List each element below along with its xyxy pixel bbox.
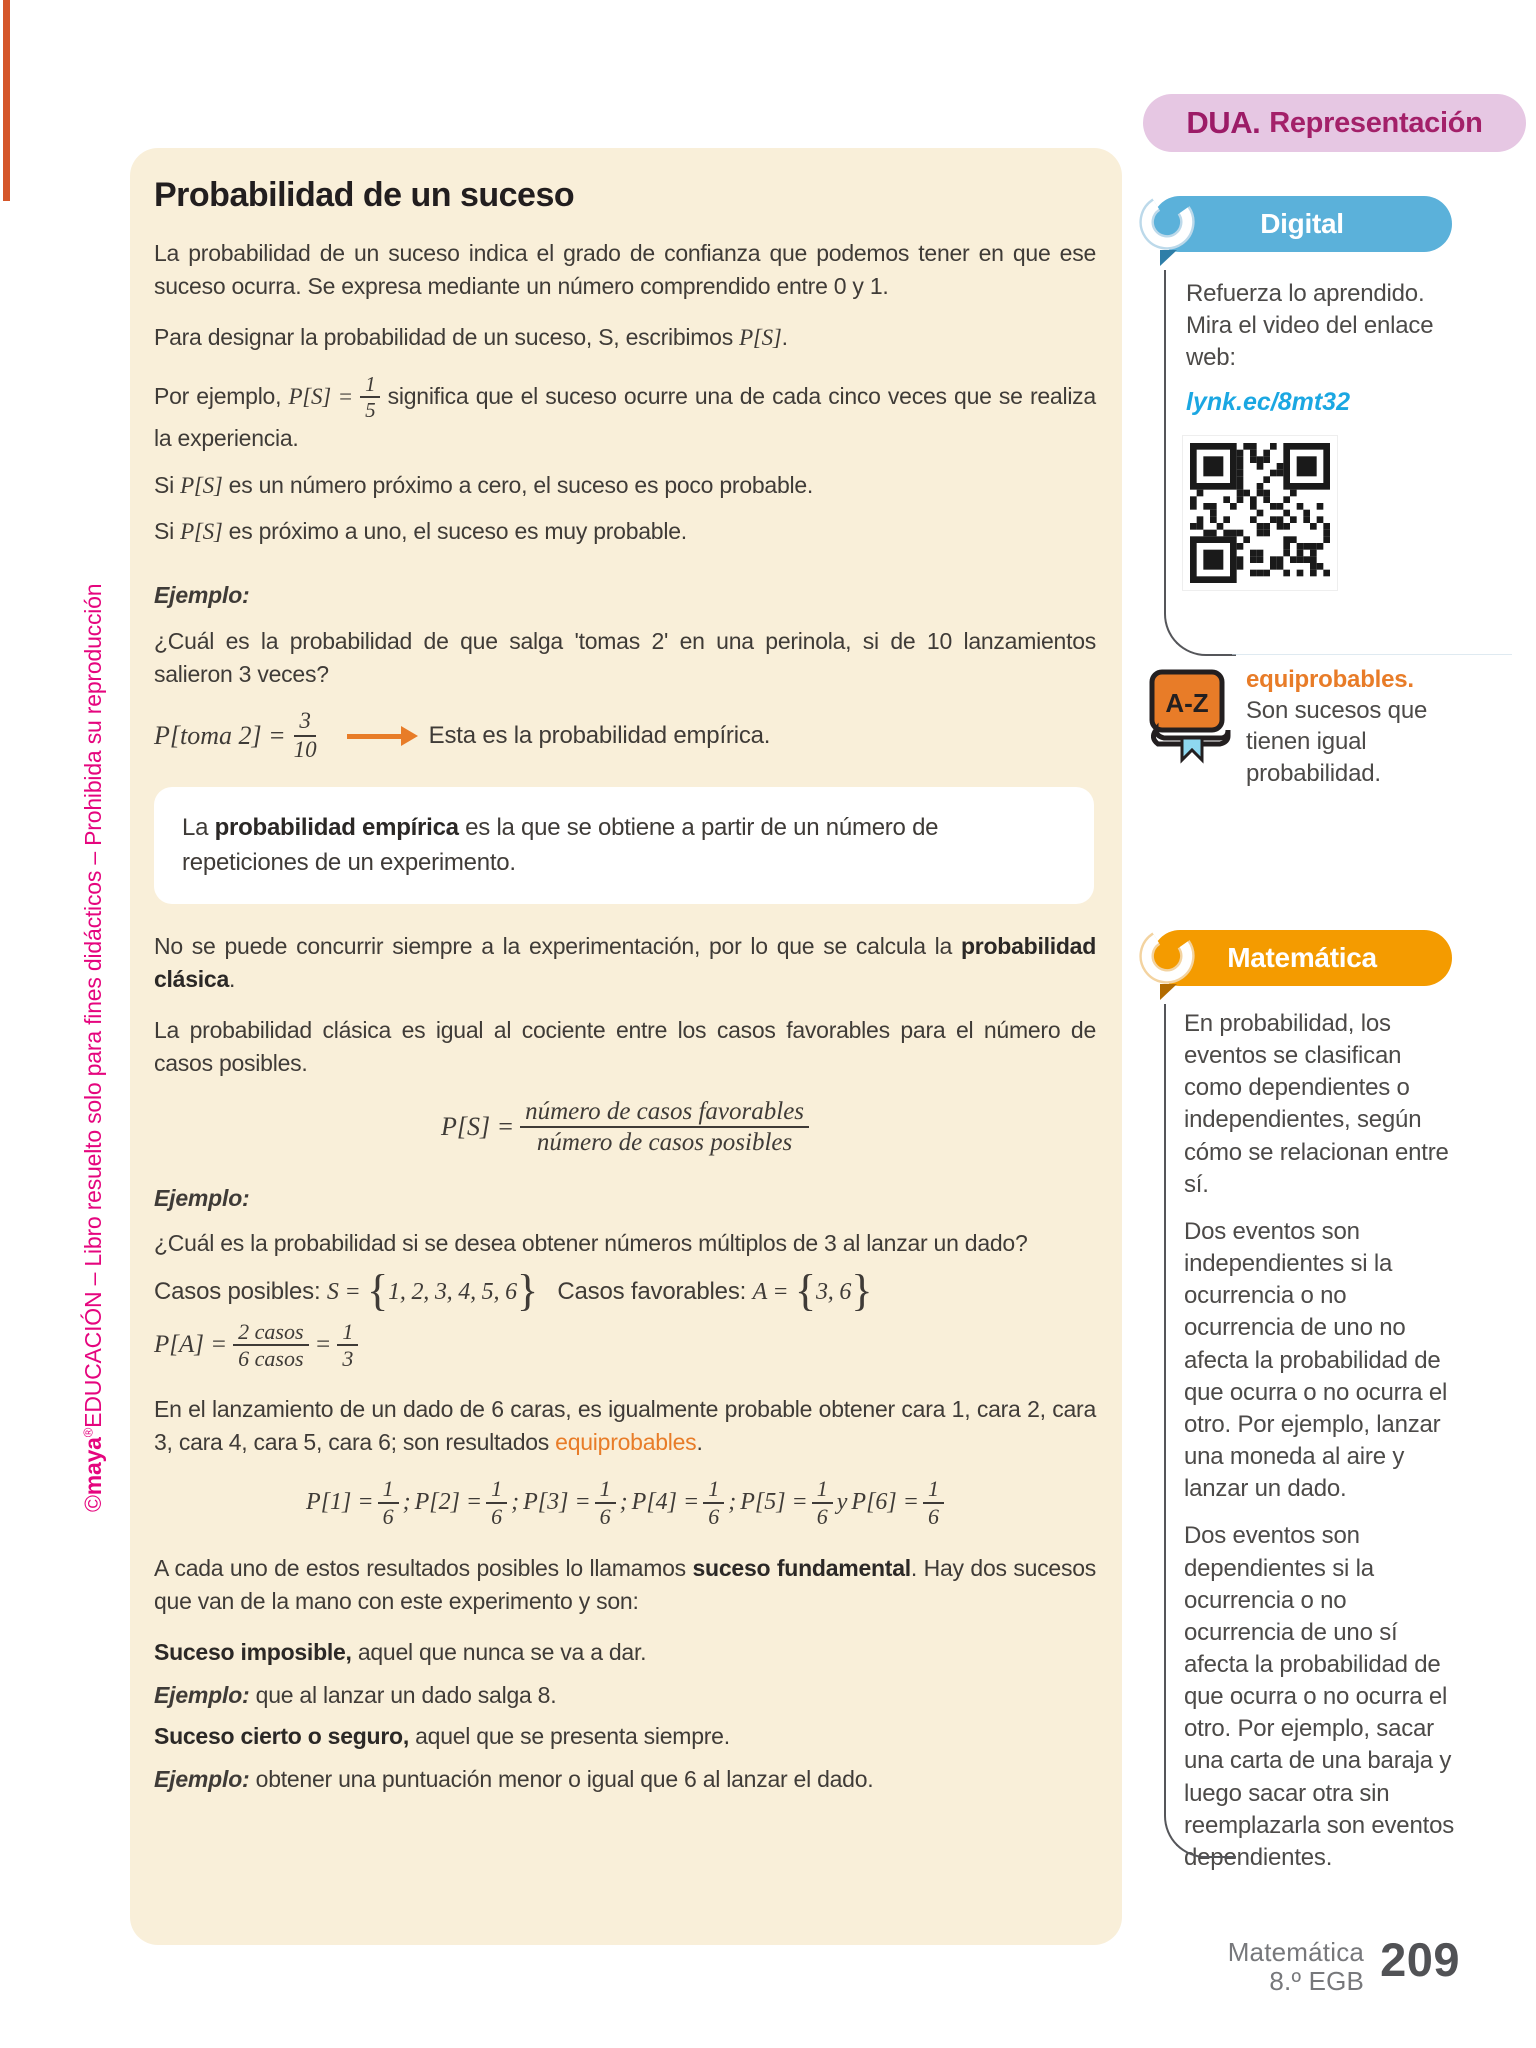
digital-text: Refuerza lo aprendido. Mira el video del enlace web: — [1186, 280, 1434, 372]
margin-note-text: EDUCACIÓN – Libro resuelto solo para fines didácticos – Prohibida su reproducción — [80, 583, 106, 1428]
open-brace: { — [794, 1264, 816, 1315]
perinola-question: ¿Cuál es la probabilidad de que salga 'tomas 2' en una perinola, si de 10 lanzamientos salieron 3 veces? — [154, 628, 1096, 688]
footer-grade: 8.º EGB — [1269, 1966, 1365, 1997]
glossary-definition: Son sucesos que tienen igual probabilidad. — [1246, 697, 1428, 787]
classic-intro-paragraph: No se puede concurrir siempre a la experimentación, por lo que se calcula la probabilidad clásica. — [154, 933, 1096, 993]
matematica-paragraph: En probabilidad, los eventos se clasifican como dependientes o independientes, según cómo se relacionan entre sí. — [1184, 1010, 1449, 1198]
fraction: $\frac{1}{6}$ — [812, 1477, 833, 1529]
favorable-cases-label: Casos favorables: — [557, 1277, 747, 1305]
lesson-card — [130, 148, 1122, 1945]
example-label: Ejemplo: — [154, 1184, 250, 1211]
footer-labels — [1228, 1938, 1364, 1996]
intro-paragraph: La probabilidad de un suceso indica el grado de confianza que podemos tener en que ese suceso ocurra. Se expresa mediante un número comprendido entre 0 y 1. — [154, 240, 1096, 299]
certain-event-line: Suceso cierto o seguro, aquel que se presenta siempre. — [154, 1722, 730, 1749]
pa-formula-row: P[A] = 2 casos 6 casos = $\frac{1}{3}$ — [154, 1320, 1096, 1372]
equiprobable-paragraph: En el lanzamiento de un dado de 6 caras, es igualmente probable obtener cara 1, cara 2, cara 3, cara 4, cara 5, cara 6; son resultados equiprobables. — [154, 1396, 1096, 1456]
text-segment: es próximo a uno, el suceso es muy probable. — [222, 517, 687, 544]
registered-symbol: ® — [80, 1427, 96, 1438]
page-title: Probabilidad de un suceso — [154, 176, 575, 214]
dice-probabilities-formula: P[1] = $\frac{1}{6}$ ; P[2] = $\frac{1}{6}$ ; P[3] = $\frac{1}{6}$ ; P[4] = $\frac{1}{6}$ ; P[5] = $\frac{1}{6}$ y P[6] = $\frac{1}{6}$ — [154, 1477, 1096, 1529]
dice-question: ¿Cuál es la probabilidad si se desea obtener números múltiplos de 3 al lanzar un dado? — [154, 1229, 1028, 1256]
text-segment: Si — [154, 471, 181, 498]
math-ps: P[S] — [180, 518, 223, 544]
empirical-definition: La probabilidad empírica es la que se obtiene a partir de un número de repeticiones de un experimento. — [182, 813, 939, 876]
certain-example-line: Ejemplo: obtener una puntuación menor o igual que 6 al lanzar el dado. — [154, 1765, 874, 1792]
glossary-term: equiprobables. — [1246, 666, 1414, 693]
classic-quotient-paragraph: La probabilidad clásica es igual al cociente entre los casos favorables para el número de casos posibles. — [154, 1017, 1096, 1077]
matematica-paragraph: Dos eventos son dependientes si la ocurrencia o no ocurrencia de uno sí afecta la probabilidad de que ocurra o no ocurra el otro. Por ejemplo, sacar una carta de una baraja y luego sacar otra sin reemplazarla son eventos dependientes. — [1184, 1522, 1455, 1871]
brand-name: maya — [80, 1437, 106, 1496]
corner-fold — [1160, 250, 1177, 266]
empirical-note: Esta es la probabilidad empírica. — [428, 722, 771, 750]
digital-title: Digital — [1260, 208, 1344, 239]
matematica-paragraph: Dos eventos son independientes si la ocurrencia o no ocurrencia de uno no afecta la probabilidad de que ocurra o no ocurra el otro. Por ejemplo, lanzar una moneda al aire y lanzar un dado. — [1184, 1217, 1448, 1503]
definition-note-box — [154, 787, 1094, 905]
classic-formula — [154, 1098, 1096, 1156]
qr-finder-top-right — [1283, 443, 1330, 490]
video-link[interactable]: lynk.ec/8mt32 — [1186, 388, 1350, 417]
matematica-box — [1152, 930, 1455, 1889]
text-segment: es un número próximo a cero, el suceso es poco probable. — [222, 471, 814, 498]
fraction: $\frac{1}{6}$ — [595, 1477, 616, 1529]
copyright-symbol: © — [80, 1495, 106, 1512]
corner-fold — [1160, 984, 1177, 1000]
text-segment: Por ejemplo, — [154, 382, 289, 409]
example-label: Ejemplo: — [154, 581, 250, 608]
page-number: 209 — [1380, 1933, 1460, 1986]
example-one-fifth-paragraph — [154, 373, 1096, 455]
page-footer — [1170, 1933, 1460, 1997]
designation-paragraph — [154, 321, 1096, 355]
fraction-one-fifth: $\frac{1}{5}$ — [360, 373, 380, 422]
margin-copyright-text — [80, 584, 107, 1512]
digital-box-rule — [1164, 270, 1236, 656]
dua-label: DUA. — [1186, 105, 1261, 140]
fraction: $\frac{1}{6}$ — [923, 1477, 944, 1529]
dua-subtitle: Representación — [1269, 106, 1483, 139]
formula-toma-lhs: P[toma 2] = — [154, 721, 286, 751]
text-segment: . — [781, 323, 788, 350]
digital-box — [1152, 196, 1452, 591]
close-brace: } — [851, 1264, 873, 1315]
open-brace: { — [366, 1264, 389, 1315]
fraction: $\frac{1}{6}$ — [486, 1477, 507, 1529]
digital-header — [1152, 196, 1452, 252]
fraction-2-6-casos: 2 casos 6 casos — [233, 1320, 308, 1372]
formula-classic-lhs: P[S] = — [440, 1111, 515, 1141]
formula-a-lhs: P[A] = — [154, 1331, 228, 1359]
fraction-one-third: $\frac{1}{3}$ — [337, 1320, 358, 1372]
classic-fraction: número de casos favorables número de casos posibles — [520, 1098, 809, 1156]
text-segment: significa que el suceso ocurre una de cada cinco veces que se realiza la experiencia. — [154, 382, 1096, 451]
near-one-paragraph — [154, 515, 1096, 549]
text-segment: Para designar la probabilidad de un suceso, S, escribimos — [154, 323, 740, 350]
math-ps: P[S] — [180, 472, 223, 498]
left-edge-accent-bar — [3, 0, 10, 201]
dictionary-book-icon — [1146, 668, 1234, 764]
glossary-entry — [1146, 664, 1476, 789]
empirical-formula-row — [154, 709, 1096, 763]
impossible-example-line: Ejemplo: que al lanzar un dado salga 8. — [154, 1682, 557, 1709]
fundamental-event-paragraph: A cada uno de estos resultados posibles lo llamamos suceso fundamental. Hay dos sucesos que van de la mano con este experimento y son: — [154, 1555, 1096, 1615]
matematica-box-rule — [1164, 1004, 1236, 1858]
text-segment: Si — [154, 517, 181, 544]
possible-cases-label: Casos posibles: — [154, 1277, 321, 1305]
matematica-title: Matemática — [1227, 942, 1377, 973]
cases-line: Casos posibles: S = {1, 2, 3, 4, 5, 6} Casos favorables: A = {3, 6} — [154, 1264, 873, 1315]
digital-rule-extension — [1232, 654, 1512, 655]
matematica-header — [1152, 930, 1452, 986]
svg-text:A-Z: A-Z — [1165, 688, 1209, 718]
fraction: $\frac{1}{6}$ — [378, 1477, 399, 1529]
near-zero-paragraph — [154, 469, 1096, 503]
fraction: $\frac{1}{6}$ — [703, 1477, 724, 1529]
orange-arrow-icon — [347, 734, 403, 739]
fraction-three-tenths: $\frac{3}{10}$ — [293, 708, 317, 763]
impossible-event-line: Suceso imposible, aquel que nunca se va a dar. — [154, 1639, 647, 1666]
close-brace: } — [516, 1264, 538, 1315]
equiprobables-highlight: equiprobables — [555, 1429, 697, 1456]
dua-banner — [1143, 94, 1526, 152]
footer-subject: Matemática — [1227, 1937, 1365, 1967]
math-ps-equals: P[S] = — [288, 383, 353, 409]
math-ps: P[S] — [739, 324, 782, 350]
